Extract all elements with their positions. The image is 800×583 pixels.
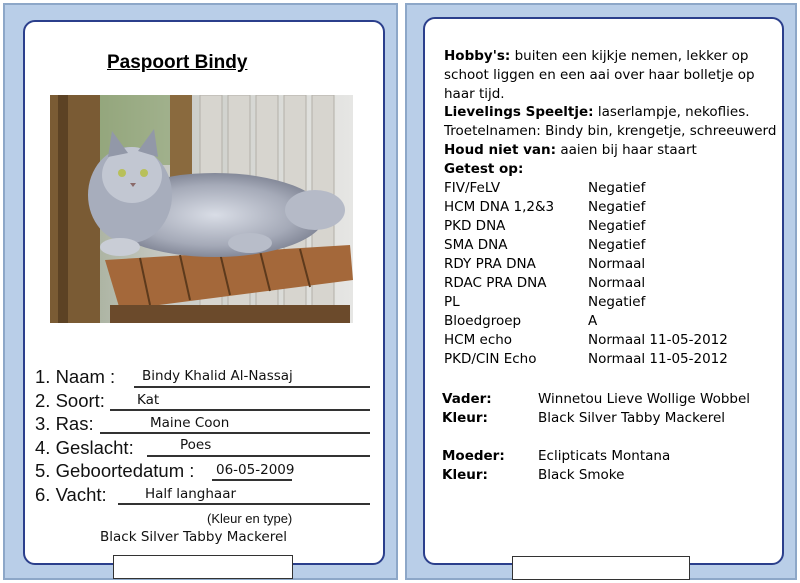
father-label: Vader: [442,391,492,407]
mother-label: Moeder: [442,448,505,464]
test-name: Bloedgroep [444,313,522,329]
coat-color: Black Silver Tabby Mackerel [100,529,288,545]
father-name: Winnetou Lieve Wollige Wobbel [538,391,751,407]
mother-color: Black Smoke [538,467,625,483]
field-coat-value: Half langhaar [145,486,237,502]
nicknames: Troetelnamen: Bindy bin, krengetje, schreeuwerd [444,123,777,139]
passport-title: Paspoort Bindy [107,52,248,73]
field-sex-value: Poes [180,437,212,453]
test-name: PL [444,294,460,310]
mother-name: Eclipticats Montana [538,448,671,464]
father-color: Black Silver Tabby Mackerel [538,410,726,426]
test-result: Negatief [588,294,646,310]
hobbies-text: buiten een kijkje nemen, lekker op schoot liggen en een aai over haar bolletje op haar tijd. [444,48,755,102]
field-name-label: 1. Naam : [35,366,116,387]
test-result: Negatief [588,199,646,215]
favorite-toy [444,104,750,120]
test-name: PKD/CIN Echo [444,351,537,367]
field-sex-line [147,455,370,457]
test-result: Normaal [588,256,646,272]
field-species-line [110,409,370,411]
cat-photo-icon [50,95,353,323]
favorite-toy-label: Lievelings Speeltje: [444,104,594,120]
test-name: RDAC PRA DNA [444,275,547,291]
test-result: Negatief [588,237,646,253]
field-breed-label: 3. Ras: [35,413,94,434]
field-coat-label: 6. Vacht: [35,484,107,505]
favorite-toy-text: laserlampje, nekoflies. [597,104,750,120]
field-birthdate-value: 06-05-2009 [216,462,295,478]
right-card-tab [512,556,690,580]
father-color-label: Kleur: [442,410,488,426]
field-name-value: Bindy Khalid Al-Nassaj [142,368,293,384]
test-result: Normaal 11-05-2012 [588,351,728,367]
test-name: HCM echo [444,332,513,348]
dislikes [444,142,697,158]
dislikes-label: Houd niet van: [444,142,557,158]
test-result: Normaal [588,275,646,291]
field-sex-label: 4. Geslacht: [35,437,134,458]
test-result: Negatief [588,218,646,234]
hobbies-label: Hobby's: [444,48,511,64]
left-card-tab [113,555,293,579]
test-name: HCM DNA 1,2&3 [444,199,555,215]
tested-label: Getest op: [444,161,524,177]
field-breed-value: Maine Coon [150,415,230,431]
test-name: SMA DNA [444,237,508,253]
field-birthdate-label: 5. Geboortedatum : [35,460,195,481]
dislikes-text: aaien bij haar staart [560,142,697,158]
field-name-line [134,386,370,388]
mother-color-label: Kleur: [442,467,488,483]
test-name: FIV/FeLV [444,180,501,196]
field-species-label: 2. Soort: [35,390,105,411]
field-species-value: Kat [137,392,160,408]
coat-note: (Kleur en type) [207,511,293,526]
field-breed-line [100,432,370,434]
field-coat-line [118,503,370,505]
cat-photo [50,95,353,323]
field-birthdate-line [212,479,292,481]
test-result: Negatief [588,180,646,196]
test-name: PKD DNA [444,218,506,234]
hobbies [444,47,774,104]
test-result: A [588,313,598,329]
test-result: Normaal 11-05-2012 [588,332,728,348]
test-name: RDY PRA DNA [444,256,536,272]
